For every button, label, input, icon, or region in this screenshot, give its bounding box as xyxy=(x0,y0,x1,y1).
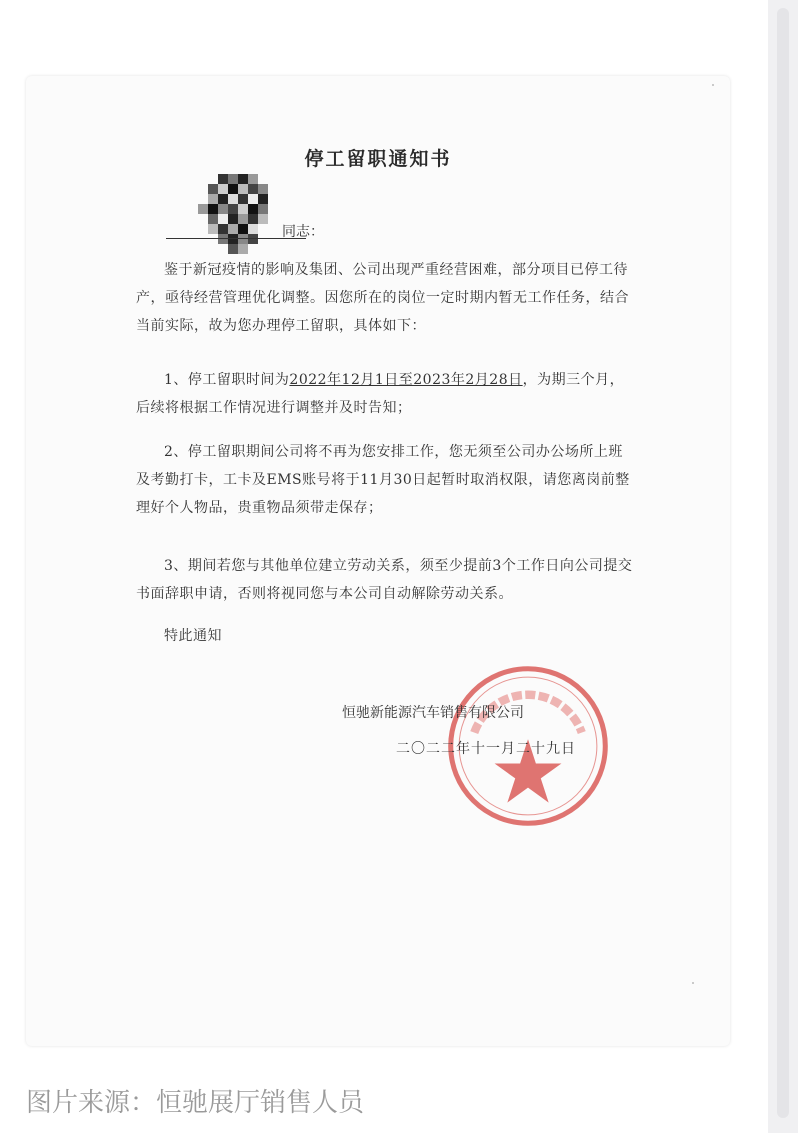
scan-speck xyxy=(692,982,694,984)
scan-speck xyxy=(712,84,714,86)
company-name: 恒驰新能源汽车销售有限公司 xyxy=(342,705,524,721)
period-dates: 2022年12月1日至2023年2月28日 xyxy=(289,372,523,388)
item-2-paragraph: 2、停工留职期间公司将不再为您安排工作，您无须至公司办公场所上班及考勤打卡，工卡及EMS账号将于11月30日起暂时取消权限，请您离岗前整理好个人物品，贵重物品须带走保存； xyxy=(136,444,630,516)
notice-document xyxy=(26,76,730,1046)
image-caption: 图片来源：恒驰展厅销售人员 xyxy=(26,1088,365,1118)
pixelated-name-icon xyxy=(198,174,278,254)
document-title: 停工留职通知书 xyxy=(304,148,452,170)
item-3-paragraph: 3、期间若您与其他单位建立劳动关系，须至少提前3个工作日向公司提交书面辞职申请，否则将视同您与本公司自动解除劳动关系。 xyxy=(136,558,633,602)
salutation: 同志： xyxy=(282,224,324,240)
document-image xyxy=(26,76,730,1046)
scrollbar-thumb[interactable] xyxy=(777,8,789,1118)
item-1-paragraph: 1、停工留职时间为2022年12月1日至2023年2月28日，为期三个月，后续将根据工作情况进行调整并及时告知； xyxy=(136,372,625,416)
issue-date: 二〇二二年十一月二十九日 xyxy=(396,741,576,757)
closing-line: 特此通知 xyxy=(164,628,222,644)
scrollbar[interactable] xyxy=(768,0,798,1133)
intro-paragraph: 鉴于新冠疫情的影响及集团、公司出现严重经营困难，部分项目已停工待产，亟待经营管理优化调整。因您所在的岗位一定时期内暂无工作任务，结合当前实际，故为您办理停工留职，具体如下： xyxy=(136,262,629,334)
